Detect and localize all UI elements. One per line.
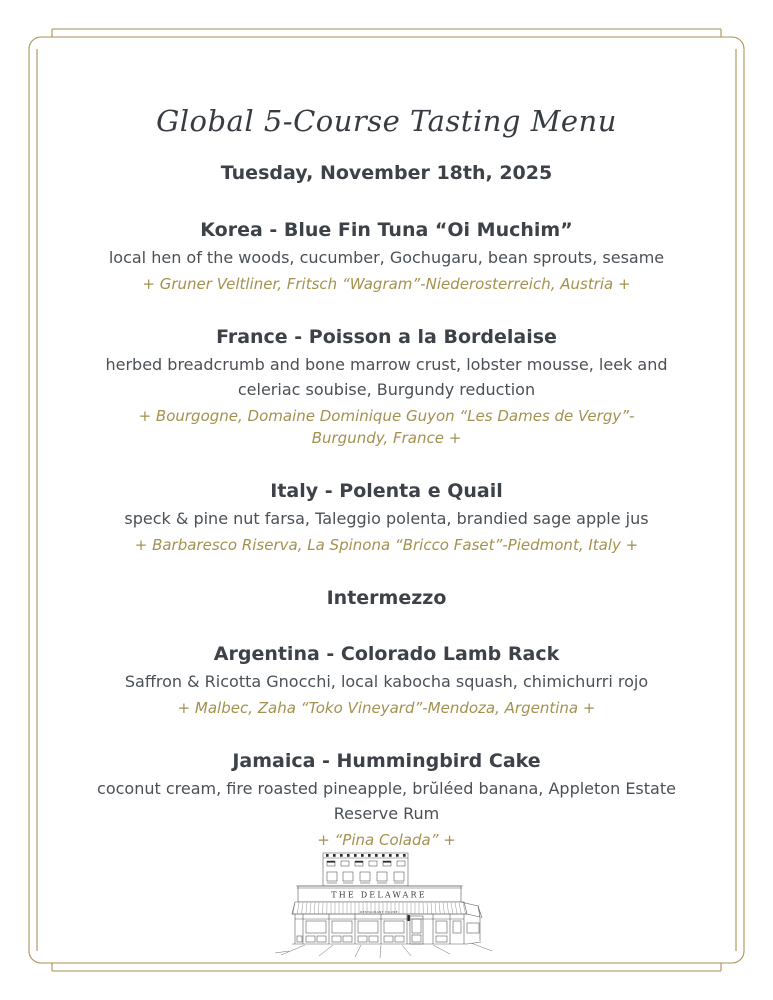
course-name: Jamaica - Hummingbird Cake bbox=[232, 750, 541, 772]
course-pairing: + Barbaresco Riserva, La Spinona “Bricco Faset”-Piedmont, Italy + bbox=[134, 536, 639, 554]
course-item bbox=[77, 324, 697, 449]
course-name: Korea - Blue Fin Tuna “Oi Muchim” bbox=[200, 219, 573, 241]
course-description: herbed breadcrumb and bone marrow crust, lobster mousse, leek and celeriac soubise, Burgundy reduction bbox=[105, 355, 668, 399]
course-pairing: + Gruner Veltliner, Fritsch “Wagram”-Niederosterreich, Austria + bbox=[142, 275, 631, 293]
course-item bbox=[77, 748, 697, 851]
course-description: speck & pine nut farsa, Taleggio polenta, brandied sage apple jus bbox=[124, 509, 649, 528]
building-sign-text: THE DELAWARE bbox=[330, 890, 427, 900]
course-item bbox=[77, 641, 697, 719]
restaurant-illustration bbox=[275, 843, 499, 961]
course-description: local hen of the woods, cucumber, Gochugaru, bean sprouts, sesame bbox=[108, 248, 665, 267]
course-item bbox=[77, 478, 697, 556]
course-name: Italy - Polenta e Quail bbox=[270, 480, 503, 502]
course-name: France - Poisson a la Bordelaise bbox=[216, 326, 557, 348]
awning-text: RESTAURANT HOUSE bbox=[359, 910, 398, 914]
course-description: Saffron & Ricotta Gnocchi, local kabocha squash, chimichurri rojo bbox=[124, 672, 649, 691]
building-drawing-icon bbox=[275, 843, 499, 961]
course-name: Intermezzo bbox=[326, 587, 447, 609]
course-pairing: + Malbec, Zaha “Toko Vineyard”-Mendoza, Argentina + bbox=[177, 699, 596, 717]
menu-date: Tuesday, November 18th, 2025 bbox=[220, 162, 553, 184]
course-name: Argentina - Colorado Lamb Rack bbox=[213, 643, 560, 665]
course-item bbox=[77, 585, 697, 612]
course-pairing: + “Pina Colada” + bbox=[317, 831, 456, 849]
course-list bbox=[77, 217, 697, 851]
course-description: coconut cream, fire roasted pineapple, brŭléed banana, Appleton Estate Reserve Rum bbox=[97, 779, 676, 823]
menu-content bbox=[77, 104, 697, 880]
menu-title: Global 5-Course Tasting Menu bbox=[156, 104, 617, 138]
course-item bbox=[77, 217, 697, 295]
course-pairing: + Bourgogne, Domaine Dominique Guyon “Les Dames de Vergy”-Burgundy, France + bbox=[138, 407, 635, 447]
